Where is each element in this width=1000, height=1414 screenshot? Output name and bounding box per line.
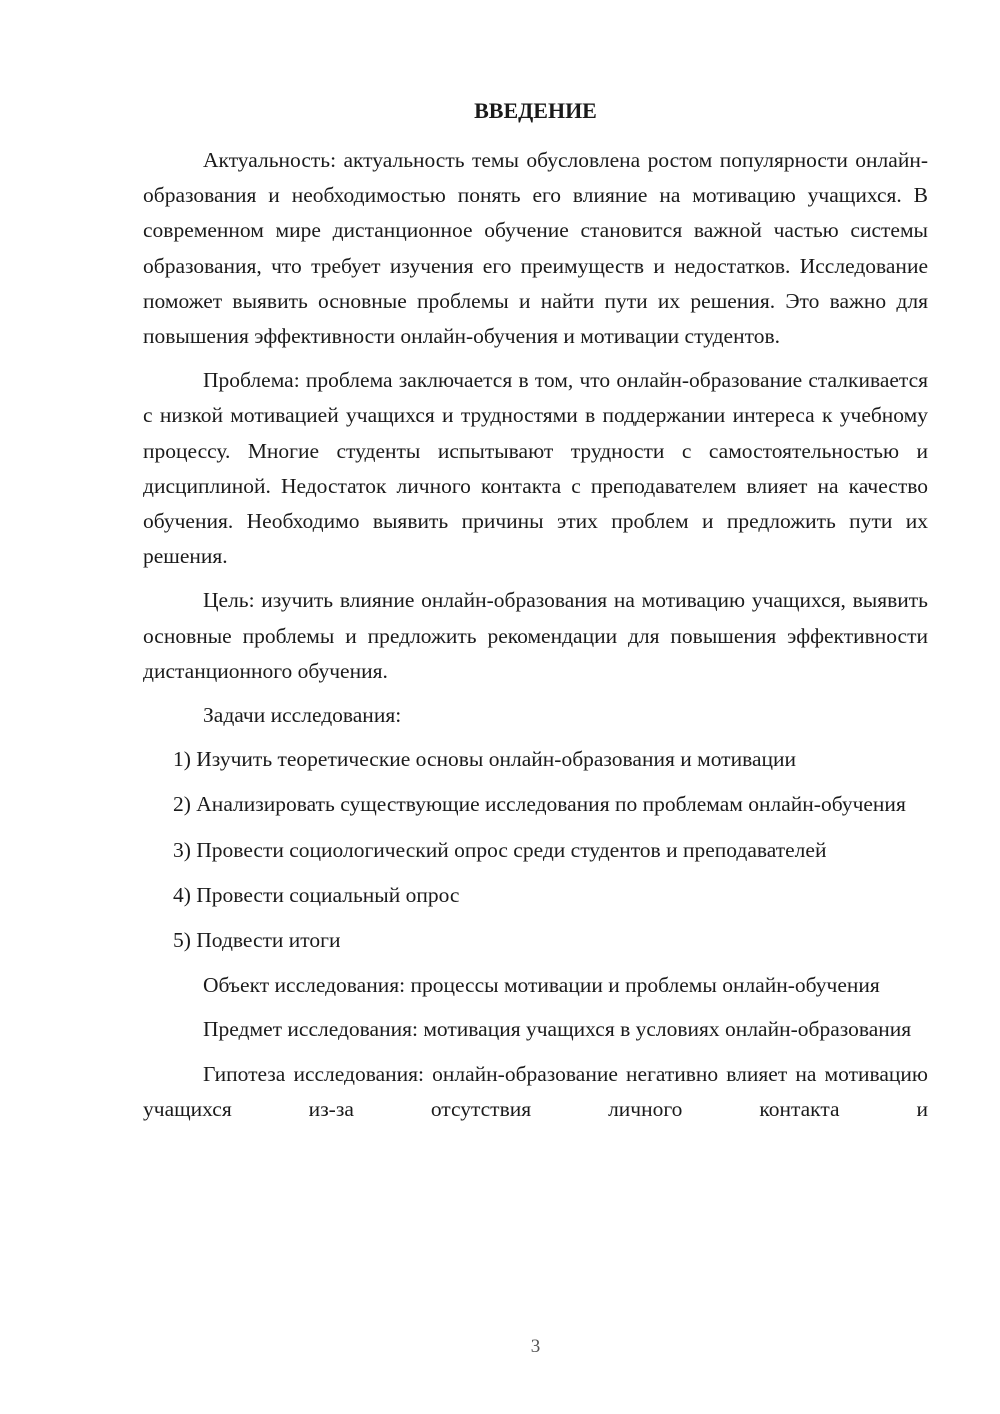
tasks-heading: Задачи исследования: xyxy=(203,703,402,728)
task-item: 1) Изучить теоретические основы онлайн-образования и мотивации xyxy=(173,747,797,772)
section-heading: ВВЕДЕНИЕ xyxy=(474,98,597,123)
document-body xyxy=(143,143,928,1127)
task-item: 5) Подвести итоги xyxy=(173,928,341,953)
page-number: 3 xyxy=(530,1336,541,1357)
object-paragraph: Объект исследования: процессы мотивации и проблемы онлайн-обучения xyxy=(203,973,880,998)
problem-paragraph: Проблема: проблема заключается в том, что онлайн-образование сталкивается с низкой мотивацией учащихся и трудностями в поддержании интереса к учебному процессу. Многие студенты испытывают трудности с самостоятельностью и дисциплиной. Недостаток личного контакта с преподавателем влияет на качество обучения. Необходимо выявить причины этих проблем и предложить пути их решения. xyxy=(143,368,928,569)
task-item: 3) Провести социологический опрос среди студентов и преподавателей xyxy=(173,837,827,862)
goal-paragraph: Цель: изучить влияние онлайн-образования на мотивацию учащихся, выявить основные проблемы и предложить рекомендации для повышения эффективности дистанционного обучения. xyxy=(143,588,928,683)
subject-paragraph: Предмет исследования: мотивация учащихся в условиях онлайн-образования xyxy=(203,1017,912,1042)
relevance-paragraph: Актуальность: актуальность темы обусловлена ростом популярности онлайн-образования и необходимостью понять его влияние на мотивацию учащихся. В современном мире дистанционное обучение становится важной частью системы образования, что требует изучения его преимуществ и недостатков. Исследование поможет выявить основные проблемы и найти пути их решения. Это важно для повышения эффективности онлайн-обучения и мотивации студентов. xyxy=(143,148,928,349)
hypothesis-paragraph: Гипотеза исследования: онлайн-образование негативно влияет на мотивацию учащихся из-за отсутствия личного контакта и xyxy=(143,1061,928,1121)
document-page xyxy=(143,0,928,1414)
task-item: 2) Анализировать существующие исследования по проблемам онлайн-обучения xyxy=(173,792,906,817)
task-item: 4) Провести социальный опрос xyxy=(173,882,460,907)
